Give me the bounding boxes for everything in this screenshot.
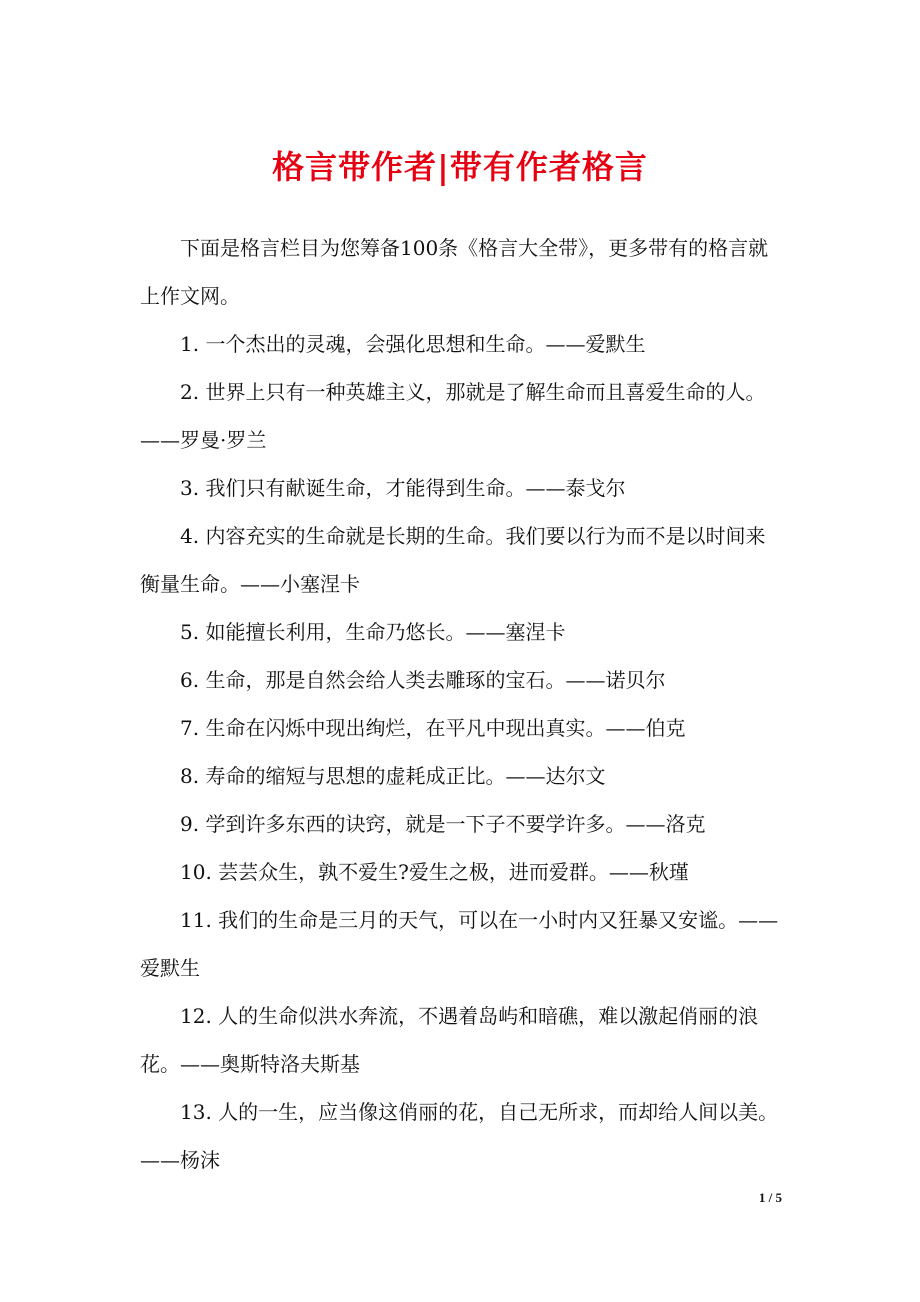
page-number: 1 / 5 [758, 1190, 782, 1205]
quote-paragraph: 13. 人的一生，应当像这俏丽的花，自己无所求，而却给人间以美。——杨沫 [140, 1100, 779, 1172]
page-title: 格言带作者|带有作者格言 [272, 148, 648, 186]
quote-paragraph: 9. 学到许多东西的诀窍，就是一下子不要学许多。——洛克 [180, 812, 706, 836]
quote-paragraph: 8. 寿命的缩短与思想的虚耗成正比。——达尔文 [180, 764, 606, 788]
quote-paragraph: 4. 内容充实的生命就是长期的生命。我们要以行为而不是以时间来衡量生命。——小塞涅卡 [140, 524, 766, 596]
intro-paragraph: 下面是格言栏目为您筹备100条《格言大全带》，更多带有的格言就上作文网。 [140, 236, 769, 308]
quote-paragraph: 1. 一个杰出的灵魂，会强化思想和生命。——爱默生 [180, 332, 646, 356]
quote-paragraph: 7. 生命在闪烁中现出绚烂，在平凡中现出真实。——伯克 [180, 716, 686, 740]
quote-paragraph: 2. 世界上只有一种英雄主义，那就是了解生命而且喜爱生命的人。——罗曼·罗兰 [140, 380, 766, 452]
quote-paragraph: 6. 生命，那是自然会给人类去雕琢的宝石。——诺贝尔 [180, 668, 666, 692]
quote-paragraph: 3. 我们只有献诞生命，才能得到生命。——泰戈尔 [180, 476, 626, 500]
quote-paragraph: 11. 我们的生命是三月的天气，可以在一小时内又狂暴又安谧。——爱默生 [140, 908, 779, 980]
document-body [140, 224, 785, 1184]
quote-paragraph: 10. 芸芸众生，孰不爱生?爱生之极，进而爱群。——秋瑾 [180, 860, 689, 884]
quote-paragraph: 12. 人的生命似洪水奔流，不遇着岛屿和暗礁，难以激起俏丽的浪花。——奥斯特洛夫斯基 [140, 1004, 759, 1076]
quote-paragraph: 5. 如能擅长利用，生命乃悠长。——塞涅卡 [180, 620, 566, 644]
